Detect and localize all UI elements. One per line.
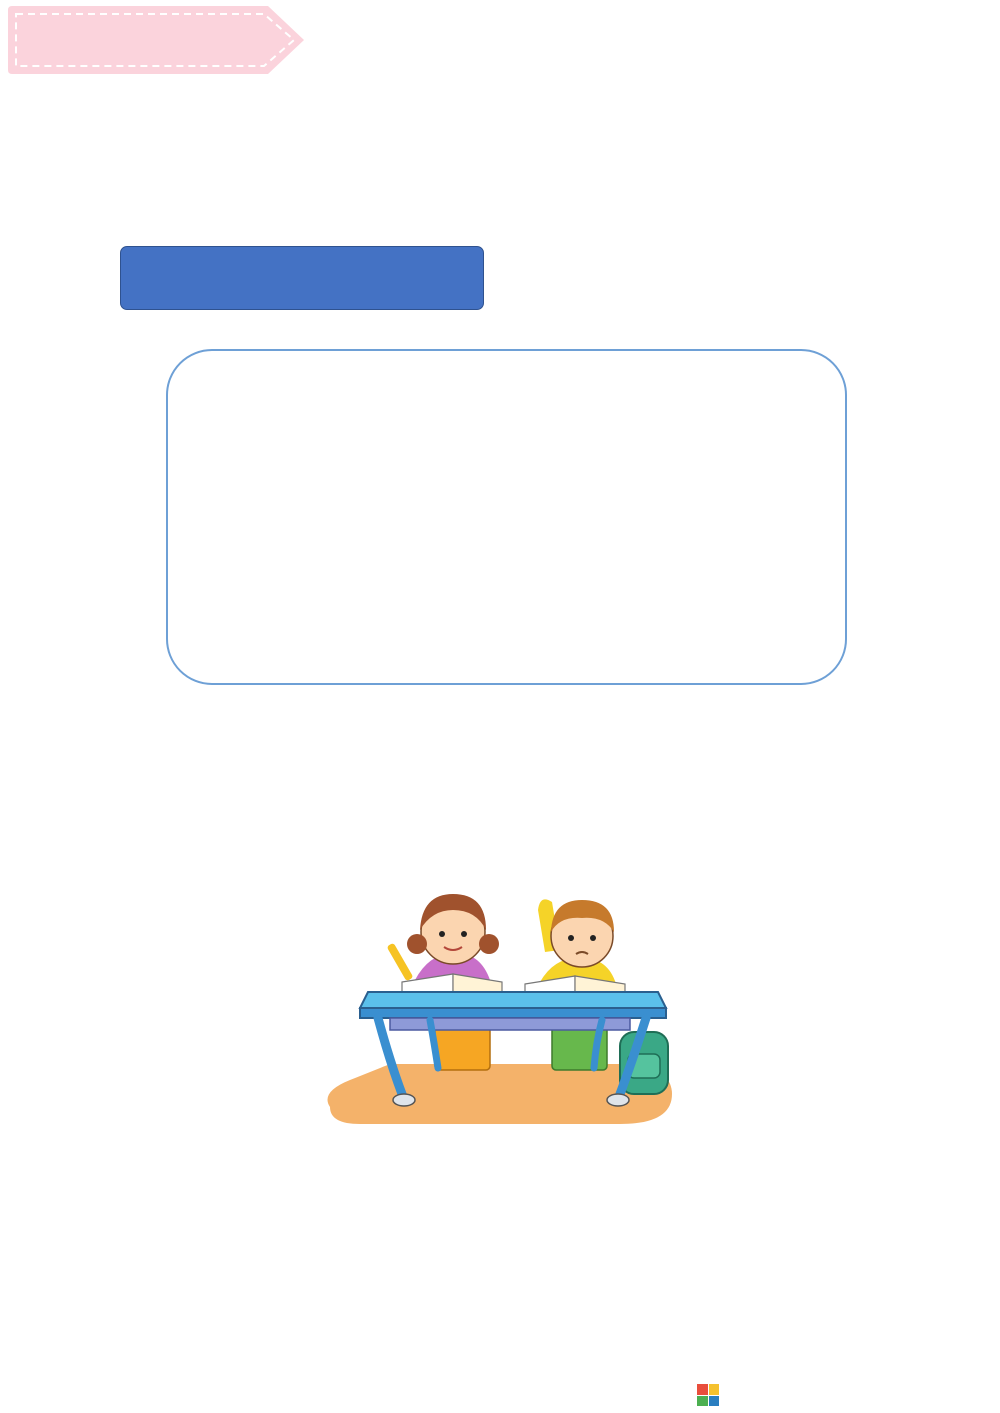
instructions-heading	[120, 246, 484, 310]
class-tag	[6, 4, 306, 76]
liveworksheets-logo-icon	[697, 1384, 719, 1406]
pencil-border-top	[340, 0, 1000, 105]
instructions-panel	[166, 349, 847, 685]
liveworksheets-watermark	[697, 1378, 722, 1412]
pencil-border-bottom	[0, 1295, 1000, 1413]
children-studying-illustration	[320, 832, 680, 1132]
